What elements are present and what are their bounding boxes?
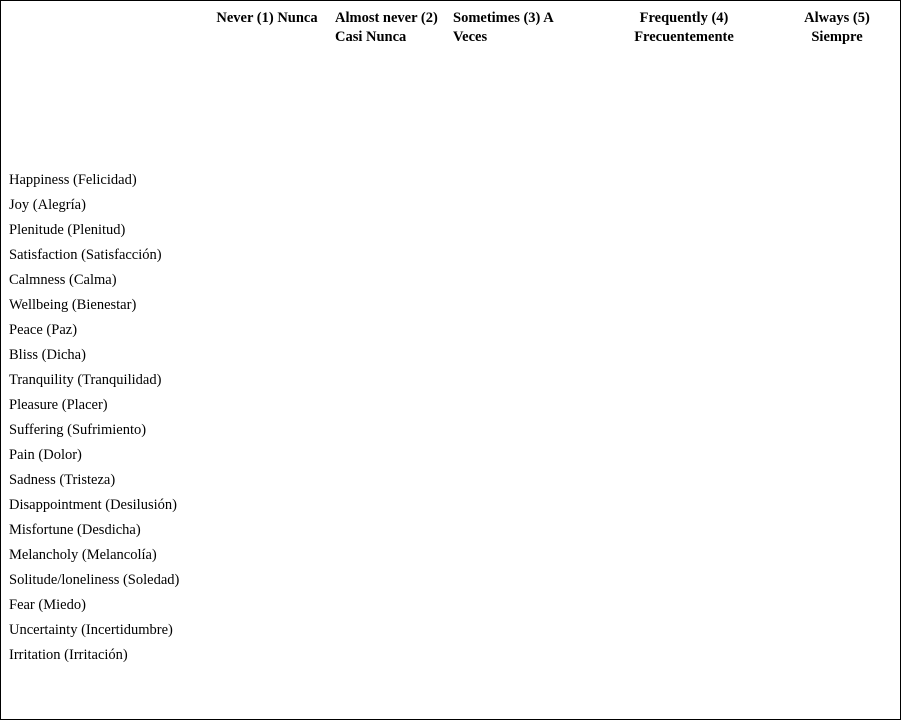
list-item: Bliss (Dicha)	[9, 347, 86, 363]
list-item: Happiness (Felicidad)	[9, 172, 137, 188]
list-item: Uncertainty (Incertidumbre)	[9, 622, 173, 638]
scale-header-never: Never (1) Nunca	[216, 10, 318, 26]
list-item: Sadness (Tristeza)	[9, 472, 116, 488]
list-item: Wellbeing (Bienestar)	[9, 297, 137, 313]
scale-header-frequently: Frequently (4) Frecuentemente	[634, 10, 734, 45]
list-item: Pleasure (Placer)	[9, 397, 108, 413]
list-item: Fear (Miedo)	[9, 597, 86, 613]
list-item: Disappointment (Desilusión)	[9, 497, 177, 513]
scale-header-row	[1, 9, 901, 65]
scale-header-always: Always (5) Siempre	[804, 10, 870, 45]
list-item: Joy (Alegría)	[9, 197, 86, 213]
list-item: Melancholy (Melancolía)	[9, 547, 157, 563]
list-item: Tranquility (Tranquilidad)	[9, 372, 162, 388]
list-item: Irritation (Irritación)	[9, 647, 128, 663]
scale-header-almost-never: Almost never (2) Casi Nunca	[335, 10, 438, 45]
list-item: Satisfaction (Satisfacción)	[9, 247, 162, 263]
list-item: Suffering (Sufrimiento)	[9, 422, 147, 438]
list-item: Peace (Paz)	[9, 322, 78, 338]
scale-header-sometimes: Sometimes (3) A Veces	[453, 10, 553, 45]
item-list	[9, 168, 529, 668]
list-item: Plenitude (Plenitud)	[9, 222, 126, 238]
list-item: Misfortune (Desdicha)	[9, 522, 141, 538]
list-item: Calmness (Calma)	[9, 272, 117, 288]
list-item: Solitude/loneliness (Soledad)	[9, 572, 180, 588]
list-item: Pain (Dolor)	[9, 447, 82, 463]
